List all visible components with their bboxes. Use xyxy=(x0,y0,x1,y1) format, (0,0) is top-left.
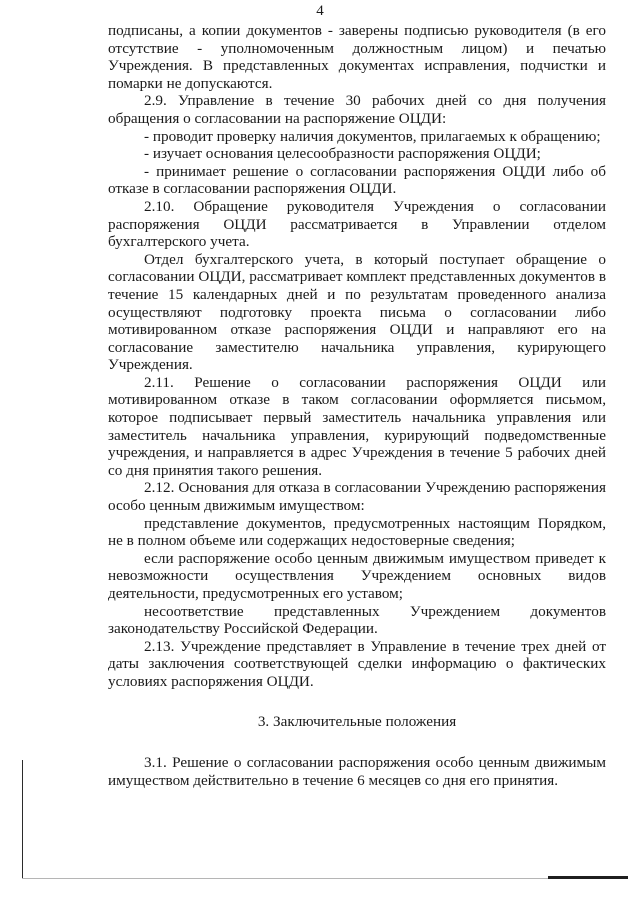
paragraph: 2.10. Обращение руководителя Учреждения о согласовании распоряжения ОЦДИ рассматривается в Управлении отделом бухгалтерского учета. xyxy=(108,197,606,251)
paragraph: 3.1. Решение о согласовании распоряжения особо ценным движимым имуществом действительно в течение 6 месяцев со дня его принятия. xyxy=(108,754,606,789)
paragraph: подписаны, а копии документов - заверены подписью руководителя (в его отсутствие - уполномоченным должностным лицом) и печатью Учреждения. В представленных документах исправления, подчистки и помарки не допускаются. xyxy=(108,22,606,92)
list-item: - изучает основания целесообразности распоряжения ОЦДИ; xyxy=(144,145,541,163)
paragraph: если распоряжение особо ценным движимым имуществом приведет к невозможности осуществления Учреждением основных видов деятельности, предусмотренных его уставом; xyxy=(108,549,606,602)
paragraph: Отдел бухгалтерского учета, в который поступает обращение о согласовании ОЦДИ, рассматривает комплект представленных документов в течение 15 календарных дней и по результатам проведенного анализа осуществляют подготовку проекта письма о согласовании либо мотивированном отказе распоряжения ОЦДИ и направляют его на согласование заместителю начальника управления, курирующего Учреждения. xyxy=(108,250,606,374)
paragraph: 2.13. Учреждение представляет в Управление в течение трех дней от даты заключения соответствующей сделки информацию о фактических условиях распоряжения ОЦДИ. xyxy=(108,637,606,690)
paragraph: 2.12. Основания для отказа в согласовании Учреждению распоряжения особо ценным движимым имуществом: xyxy=(108,479,606,515)
paragraph: несоответствие представленных Учреждением документов законодательству Российской Федерации. xyxy=(108,602,606,638)
section-title: 3. Заключительные положения xyxy=(257,712,457,730)
page-number: 4 xyxy=(316,3,324,19)
list-item: - проводит проверку наличия документов, прилагаемых к обращению; xyxy=(144,127,601,145)
document-body xyxy=(108,22,606,789)
list-item: - принимает решение о согласовании распоряжения ОЦДИ либо об отказе в согласовании распоряжения ОЦДИ. xyxy=(108,162,606,198)
paragraph: представление документов, предусмотренных настоящим Порядком, не в полном объеме или содержащих недостоверные сведения; xyxy=(108,514,606,550)
paragraph: 2.9. Управление в течение 30 рабочих дней со дня получения обращения о согласовании на распоряжение ОЦДИ: xyxy=(108,92,606,127)
paragraph: 2.11. Решение о согласовании распоряжения ОЦДИ или мотивированном отказе в таком согласовании оформляется письмом, которое подписывает первый заместитель начальника управления или заместитель начальника управления, курирующий подведомственные учреждения, и направляется в адрес Учреждения в течение 5 рабочих дней со дня принятия такого решения. xyxy=(108,373,606,479)
scan-edge-line xyxy=(22,878,548,879)
scan-edge-line xyxy=(22,760,23,878)
scan-edge-line xyxy=(548,876,628,879)
